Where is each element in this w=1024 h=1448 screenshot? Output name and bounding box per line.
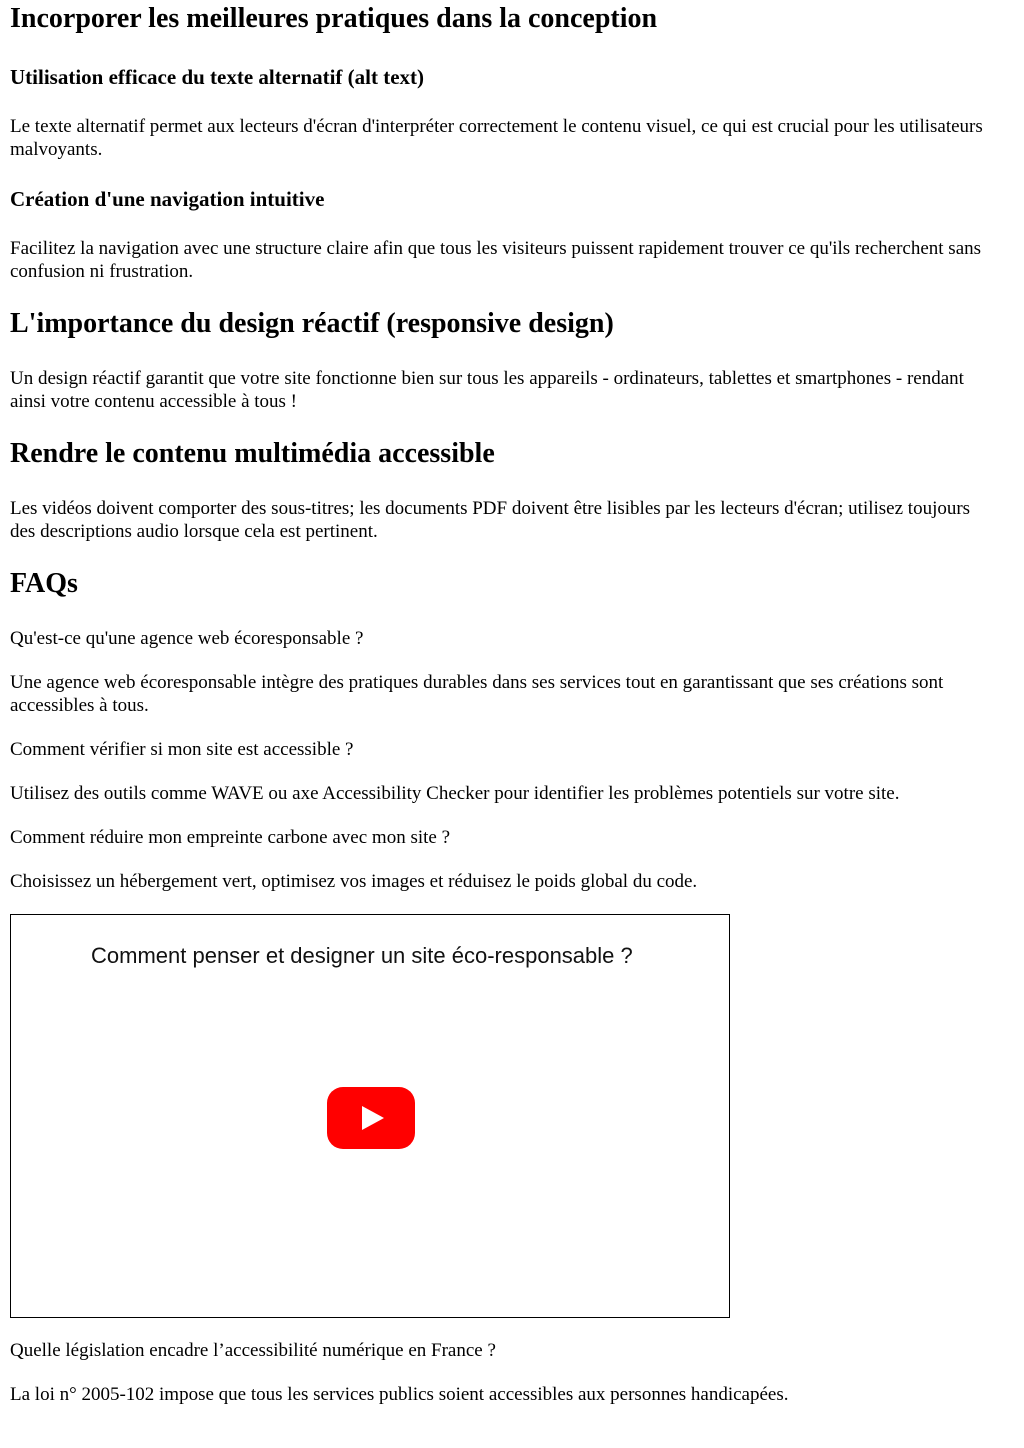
faq-heading: FAQs (10, 568, 78, 599)
faq-answer: Choisissez un hébergement vert, optimisez vos images et réduisez le poids global du code. (10, 871, 698, 892)
youtube-play-icon[interactable] (327, 1087, 415, 1149)
faq-answer: La loi n° 2005-102 impose que tous les services publics soient accessibles aux personnes handicapées. (10, 1384, 789, 1405)
navigation-paragraph: Facilitez la navigation avec une structure claire afin que tous les visiteurs puissent rapidement trouver ce qu'ils recherchent sans confusion ni frustration. (10, 238, 982, 282)
alt-text-paragraph: Le texte alternatif permet aux lecteurs d'écran d'interpréter correctement le contenu visuel, ce qui est crucial pour les utilisateurs malvoyants. (10, 116, 983, 160)
article-page (0, 2, 1024, 1406)
best-practices-heading: Incorporer les meilleures pratiques dans la conception (10, 3, 658, 34)
video-embed[interactable] (10, 914, 730, 1318)
faq-answer: Utilisez des outils comme WAVE ou axe Accessibility Checker pour identifier les problèmes potentiels sur votre site. (10, 783, 900, 804)
faq-question: Comment réduire mon empreinte carbone avec mon site ? (10, 827, 451, 848)
multimedia-paragraph: Les vidéos doivent comporter des sous-titres; les documents PDF doivent être lisibles par les lecteurs d'écran; utilisez toujours des descriptions audio lorsque cela est pertinent. (10, 498, 971, 542)
faq-question: Comment vérifier si mon site est accessible ? (10, 739, 354, 760)
faq-question: Quelle législation encadre l’accessibilité numérique en France ? (10, 1340, 496, 1361)
alt-text-subheading: Utilisation efficace du texte alternatif (alt text) (10, 65, 425, 89)
faq-question: Qu'est-ce qu'une agence web écoresponsable ? (10, 628, 364, 649)
multimedia-heading: Rendre le contenu multimédia accessible (10, 438, 495, 469)
youtube-play-icon-graphic[interactable] (327, 1087, 415, 1149)
responsive-heading: L'importance du design réactif (responsive design) (10, 308, 614, 339)
faq-answer: Une agence web écoresponsable intègre des pratiques durables dans ses services tout en garantissant que ses créations sont accessibles à tous. (10, 672, 944, 716)
responsive-paragraph: Un design réactif garantit que votre site fonctionne bien sur tous les appareils - ordinateurs, tablettes et smartphones - rendant ainsi votre contenu accessible à tous ! (10, 368, 964, 412)
navigation-subheading: Création d'une navigation intuitive (10, 187, 325, 211)
video-title[interactable]: Comment penser et designer un site éco-responsable ? (91, 943, 633, 968)
